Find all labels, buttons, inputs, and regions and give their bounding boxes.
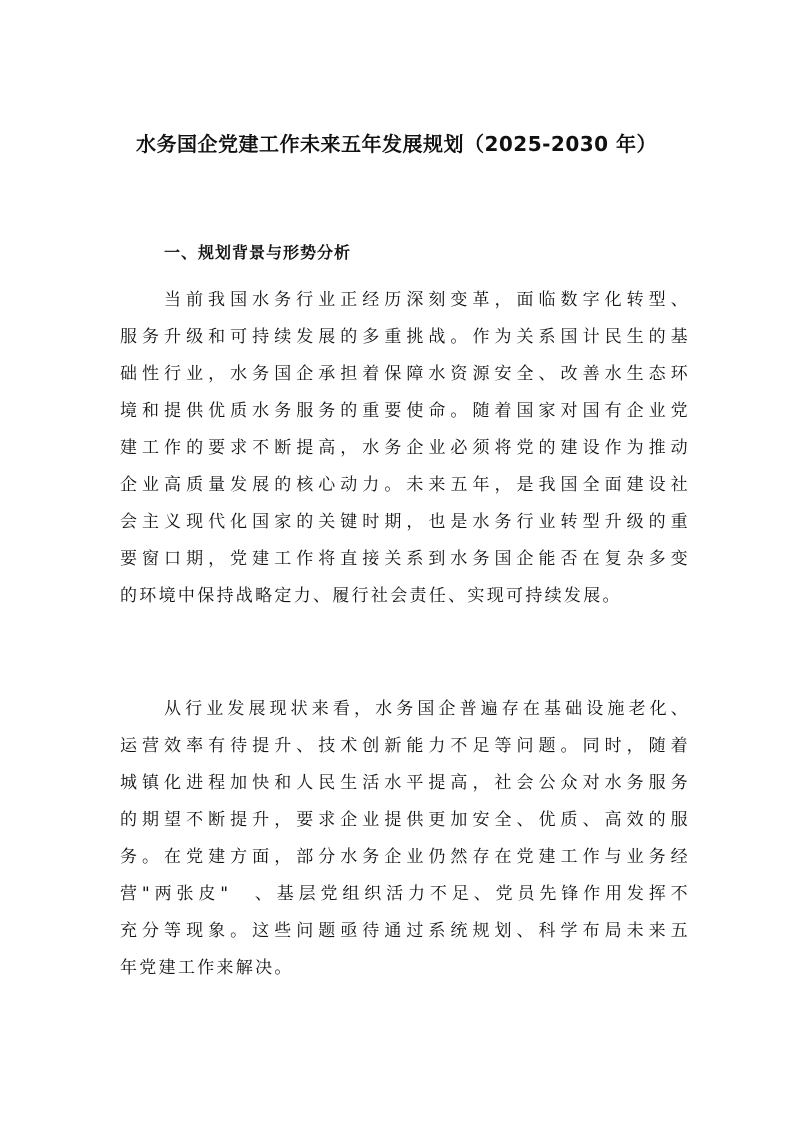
paragraph-line: 从行业发展现状来看，水务国企普遍存在基础设施老化、 xyxy=(164,699,690,719)
paragraph-line: 会主义现代化国家的关键时期，也是水务行业转型升级的重 xyxy=(120,512,690,532)
paragraph-line: 服务升级和可持续发展的多重挑战。作为关系国计民生的基 xyxy=(120,327,690,347)
paragraph-line: 要窗口期，党建工作将直接关系到水务国企能否在复杂多变 xyxy=(120,549,690,569)
paragraph-line: 境和提供优质水务服务的重要使命。随着国家对国有企业党 xyxy=(120,401,690,421)
paragraph-line: 充分等现象。这些问题亟待通过系统规划、科学布局未来五 xyxy=(120,921,690,941)
paragraph-line: 当前我国水务行业正经历深刻变革，面临数字化转型、 xyxy=(164,290,690,310)
paragraph-line: 城镇化进程加快和人民生活水平提高，社会公众对水务服务 xyxy=(120,773,690,793)
paragraph-line: 的期望不断提升，要求企业提供更加安全、优质、高效的服 xyxy=(120,810,690,830)
paragraph-line: 务。在党建方面，部分水务企业仍然存在党建工作与业务经 xyxy=(120,847,690,867)
paragraph-line: 础性行业，水务国企承担着保障水资源安全、改善水生态环 xyxy=(120,364,690,384)
section-heading: 一、规划背景与形势分析 xyxy=(164,243,352,262)
paragraph-line: 的环境中保持战略定力、履行社会责任、实现可持续发展。 xyxy=(120,586,622,606)
paragraph-line: 企业高质量发展的核心动力。未来五年，是我国全面建设社 xyxy=(120,475,690,495)
paragraph-line: 建工作的要求不断提高，水务企业必须将党的建设作为推动 xyxy=(120,438,690,458)
document-title: 水务国企党建工作未来五年发展规划（2025-2030 年） xyxy=(135,132,658,156)
paragraph-line: 运营效率有待提升、技术创新能力不足等问题。同时，随着 xyxy=(120,736,690,756)
paragraph-line: 年党建工作来解决。 xyxy=(120,958,294,978)
paragraph-line: 营"两张皮" 、基层党组织活力不足、党员先锋作用发挥不 xyxy=(120,884,690,904)
